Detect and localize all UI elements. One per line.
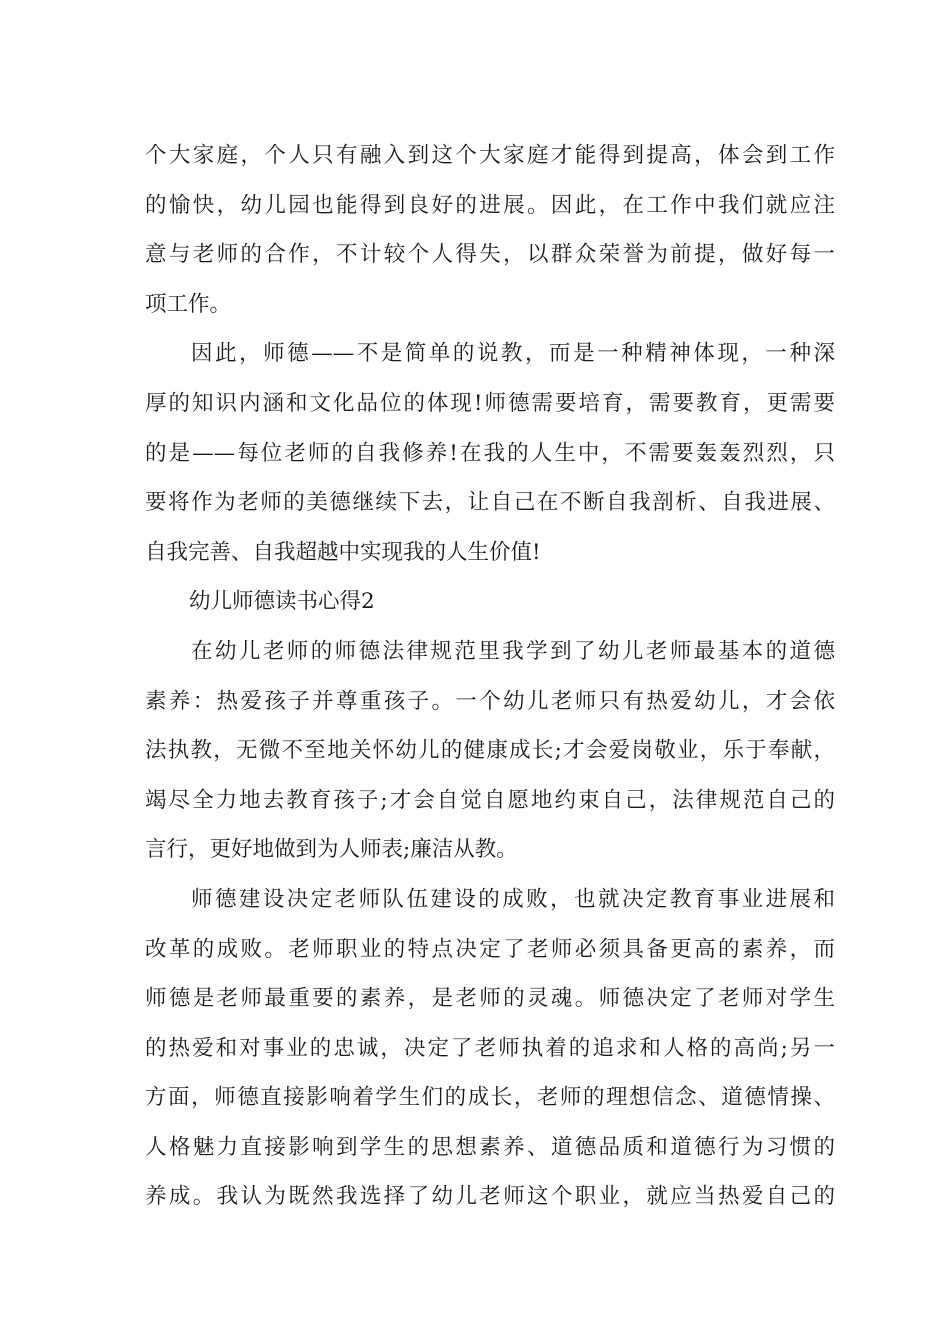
- paragraph-2: [145, 329, 835, 577]
- text-line: 师德建设决定老师队伍建设的成败，也就决定教育事业进展和: [191, 886, 835, 912]
- text-line: 方面，师德直接影响着学生们的成长，老师的理想信念、道德情操、: [145, 1085, 835, 1111]
- text-line: 改革的成败。老师职业的特点决定了老师必须具备更高的素养，而: [145, 936, 835, 962]
- text-line: 个大家庭，个人只有融入到这个大家庭才能得到提高，体会到工作: [145, 143, 835, 168]
- text-line: 法执教，无微不至地关怀幼儿的健康成长;才会爱岗敬业，乐于奉献，: [145, 738, 835, 764]
- text-line: 意与老师的合作，不计较个人得失，以群众荣誉为前提，做好每一: [145, 242, 835, 268]
- text-line: 的愉快，幼儿园也能得到良好的进展。因此，在工作中我们就应注: [145, 192, 835, 218]
- text-line: 师德是老师最重要的素养，是老师的灵魂。师德决定了老师对学生: [145, 986, 835, 1012]
- text-line: 要将作为老师的美德继续下去，让自己在不断自我剖析、自我进展、: [145, 490, 835, 516]
- document-body: [145, 131, 835, 1222]
- text-line: 养成。我认为既然我选择了幼儿老师这个职业，就应当热爱自己的: [145, 1184, 835, 1210]
- heading-text: 幼儿师德读书心得2: [189, 589, 375, 615]
- text-line: 因此，师德——不是简单的说教，而是一种精神体现，一种深: [191, 341, 835, 367]
- text-line: 厚的知识内涵和文化品位的体现!师德需要培育，需要教育，更需要: [145, 390, 835, 416]
- paragraph-4: [145, 875, 835, 1222]
- text-line: 人格魅力直接影响到学生的思想素养、道德品质和道德行为习惯的: [145, 1134, 835, 1160]
- text-line: 在幼儿老师的师德法律规范里我学到了幼儿老师最基本的道德: [191, 638, 835, 664]
- text-line: 的热爱和对事业的忠诚，决定了老师执着的追求和人格的高尚;另一: [145, 1035, 835, 1061]
- text-line: 自我完善、自我超越中实现我的人生价值!: [145, 539, 541, 565]
- text-line: 言行，更好地做到为人师表;廉洁从教。: [145, 837, 518, 863]
- paragraph-3: [145, 627, 835, 875]
- text-line: 的是——每位老师的自我修养!在我的人生中，不需要轰轰烈烈，只: [145, 440, 835, 466]
- section-heading: [145, 577, 835, 627]
- text-line: 素养：热爱孩子并尊重孩子。一个幼儿老师只有热爱幼儿，才会依: [145, 688, 835, 714]
- paragraph-1: [145, 131, 835, 329]
- text-line: 竭尽全力地去教育孩子;才会自觉自愿地约束自己，法律规范自己的: [145, 787, 835, 813]
- text-line: 项工作。: [145, 291, 232, 317]
